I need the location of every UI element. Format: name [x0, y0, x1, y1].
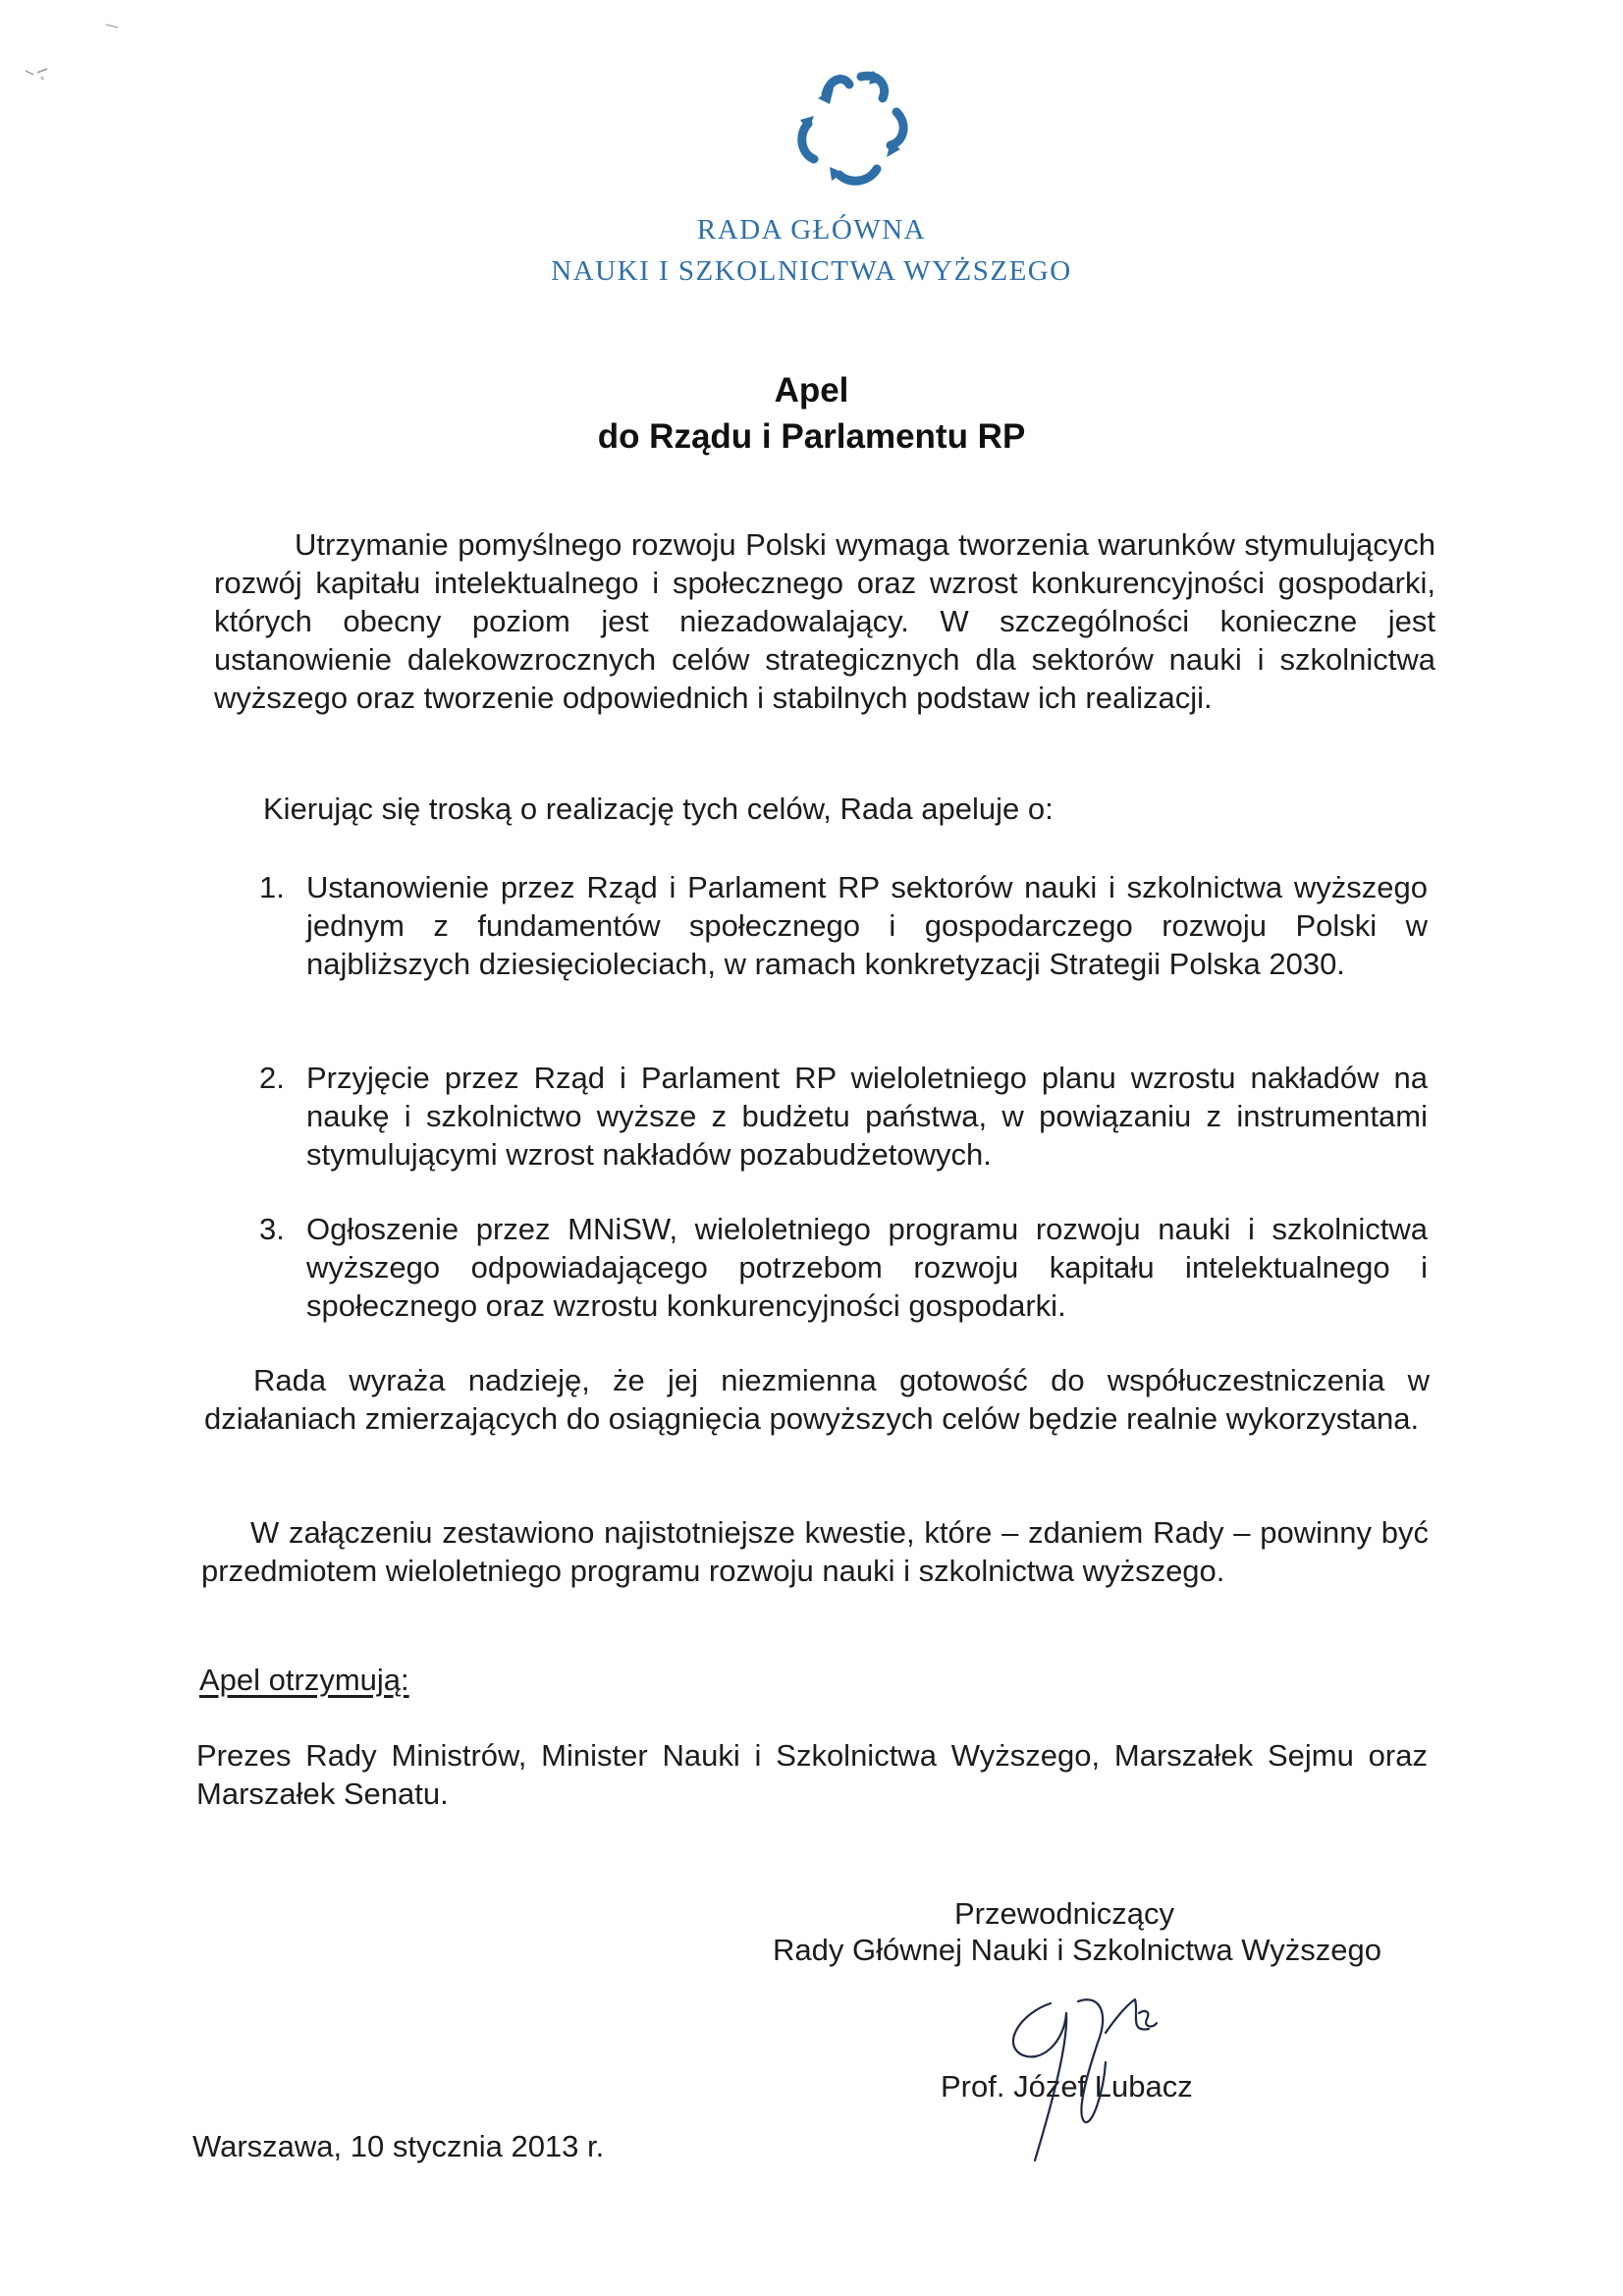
signatory-role-line-2: Rady Głównej Nauki i Szkolnictwa Wyższego	[773, 1933, 1381, 1967]
list-item-text: Ogłoszenie przez MNiSW, wieloletniego programu rozwoju nauki i szkolnictwa wyższego odpowiadającego potrzebom rozwoju kapitału intelektualnego i społecznego oraz wzrostu konkurencyjności gospodarki.	[306, 1212, 1428, 1323]
signatory-name: Prof. Józef Lubacz	[941, 2069, 1193, 2104]
document-subtitle: do Rządu i Parlamentu RP	[597, 417, 1026, 456]
hope-paragraph: Rada wyraża nadzieję, że jej niezmienna gotowość do współuczestniczenia w działaniach zmierzających do osiągnięcia powyższych celów będzie realnie wykorzystana.	[204, 1363, 1430, 1436]
list-item-number: 3.	[259, 1212, 285, 1246]
rgnisw-logo-icon	[779, 59, 926, 201]
list-item-text: Ustanowienie przez Rząd i Parlament RP sektorów nauki i szkolnictwa wyższego jednym z fundamentów społecznego i gospodarczego rozwoju Polski w najbliższych dziesięcioleciach, w ramach konkretyzacji Strategii Polska 2030.	[306, 870, 1428, 981]
list-item-number: 1.	[259, 870, 285, 904]
scan-artifact-mark	[24, 65, 53, 81]
list-item-text: Przyjęcie przez Rząd i Parlament RP wieloletniego planu wzrostu nakładów na naukę i szkolnictwo wyższe z budżetu państwa, w powiązaniu z instrumentami stymulującymi wzrost nakładów pozabudżetowych.	[306, 1061, 1428, 1172]
place-and-date: Warszawa, 10 stycznia 2013 r.	[192, 2129, 605, 2163]
list-item	[259, 868, 1437, 1025]
list-item-number: 2.	[259, 1061, 285, 1095]
recipients-list: Prezes Rady Ministrów, Minister Nauki i Szkolnictwa Wyższego, Marszałek Sejmu oraz Marszałek Senatu.	[196, 1738, 1428, 1811]
attachment-paragraph: W załączeniu zestawiono najistotniejsze kwestie, które – zdaniem Rady – powinny być przedmiotem wieloletniego programu rozwoju nauki i szkolnictwa wyższego.	[201, 1515, 1429, 1588]
organization-name-line-1: RADA GŁÓWNA	[696, 214, 927, 246]
signatory-role-line-1: Przewodniczący	[954, 1896, 1174, 1931]
recipients-heading: Apel otrzymują:	[199, 1663, 409, 1697]
list-item	[259, 1210, 1437, 1328]
organization-name-line-2: NAUKI I SZKOLNICTWA WYŻSZEGO	[551, 255, 1072, 287]
handwritten-signature-icon	[982, 1974, 1237, 2170]
list-item	[259, 1059, 1437, 1176]
intro-paragraph: Utrzymanie pomyślnego rozwoju Polski wymaga tworzenia warunków stymulujących rozwój kapitału intelektualnego i społecznego oraz wzrost konkurencyjności gospodarki, których obecny poziom jest niezadowalający. W szczególności konieczne jest ustanowienie dalekowzrocznych celów strategicznych dla sektorów nauki i szkolnictwa wyższego oraz tworzenie odpowiednich i stabilnych podstaw ich realizacji.	[214, 527, 1435, 715]
appeal-lead-paragraph: Kierując się troską o realizację tych celów, Rada apeluje o:	[263, 792, 1054, 826]
document-title: Apel	[774, 371, 849, 410]
scan-artifact-tick	[104, 22, 124, 31]
